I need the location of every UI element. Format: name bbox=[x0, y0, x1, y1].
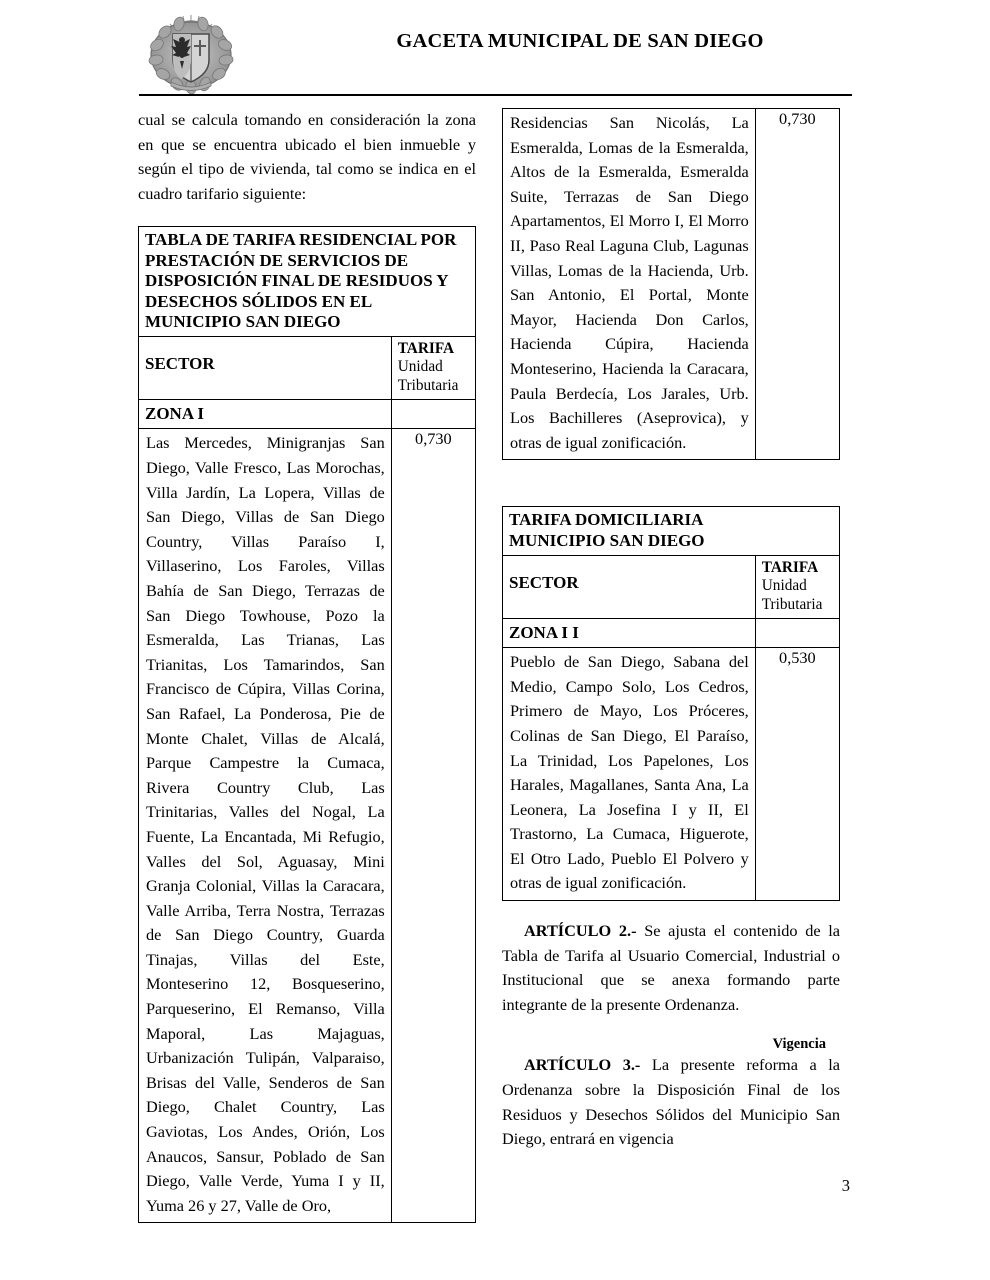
table-row-zone bbox=[139, 400, 476, 429]
article-3-paragraph bbox=[502, 1053, 840, 1151]
tarifa-header-cell bbox=[391, 337, 475, 400]
article-2-text: Se ajusta el contenido de la Tabla de Tarifa al Usuario Comercial, Industrial o Institucional que se anexa formando parte integrante de la presente Ordenanza. bbox=[502, 921, 841, 1014]
table-row-headers bbox=[139, 337, 476, 400]
residential-tariff-table bbox=[138, 226, 476, 1223]
sector-list-text-continued: Residencias San Nicolás, La Esmeralda, Lomas de la Esmeralda, Altos de la Esmeralda, Esmeralda Suite, Terrazas de San Diego Apartamentos, El Morro I, El Morro II, Paso Real Laguna Club, Lagunas Villas, Lomas de la Hacienda, Urb. San Antonio, El Portal, Monte Mayor, Hacienda Don Carlos, Hacienda Cúpira, Hacienda Monteserino, Hacienda la Caracara, Paula Berdecía, Los Jarales, Urb. Los Bachilleres (Aseprovica), y otras de igual zonificación. bbox=[510, 113, 749, 452]
sector-rate-cell bbox=[391, 429, 475, 1223]
table2-row-zone bbox=[503, 619, 840, 648]
zone-label-text: ZONA I bbox=[145, 404, 205, 424]
article-3-text: La presente reforma a la Ordenanza sobre la Disposición Final de los Residuos y Desechos Sólidos del Municipio San Diego, entrará en vigencia bbox=[502, 1055, 840, 1149]
table-row-sectors bbox=[139, 429, 476, 1223]
article-3-lead: ARTÍCULO 3.- bbox=[524, 1055, 641, 1075]
vigencia-label: Vigencia bbox=[772, 1036, 826, 1053]
intro-paragraph: cual se calcula tomando en consideración la zona en que se encuentra ubicado el bien inmueble y según el tipo de vivienda, tal como se indica en el cuadro tarifario siguiente: bbox=[138, 110, 476, 203]
table2-sector-list-cell bbox=[503, 648, 756, 901]
table2-row-title bbox=[503, 507, 840, 556]
article-2-lead: ARTÍCULO 2.- bbox=[524, 921, 637, 941]
page-title: GACETA MUNICIPAL DE SAN DIEGO bbox=[396, 30, 764, 52]
table2-row-sectors bbox=[503, 648, 840, 901]
sector-rate-text: 0,730 bbox=[415, 429, 452, 449]
sector-list-cell bbox=[139, 429, 392, 1223]
spacer bbox=[138, 206, 476, 226]
table2-sector-list-text: Pueblo de San Diego, Sabana del Medio, Campo Solo, Los Cedros, Primero de Mayo, Los Próceres, Colinas de San Diego, El Paraíso, La Trinidad, Los Papelones, Los Harales, Magallanes, Santa Ana, La Leonera, La Josefina I y II, El Trastorno, La Cumaca, Higuerote, El Otro Lado, Pueblo El Polvero y otras de igual zonificación. bbox=[510, 652, 749, 893]
table2-title-line2: MUNICIPIO SAN DIEGO bbox=[509, 530, 705, 550]
table2-zone-label-cell bbox=[503, 619, 756, 648]
article-3-block bbox=[502, 1035, 840, 1151]
table2-tarifa-subheader-line2: Tributaria bbox=[761, 595, 823, 613]
sector-list-cell-continued bbox=[503, 109, 756, 460]
zone-rate-text bbox=[392, 400, 475, 407]
table-row-sectors-continued bbox=[503, 109, 840, 460]
header-divider bbox=[139, 94, 852, 96]
table2-zone-label-text: ZONA I I bbox=[509, 623, 579, 643]
sector-rate-cell-continued bbox=[755, 109, 839, 460]
table2-title-cell bbox=[503, 507, 840, 556]
table2-tarifa-header-cell bbox=[755, 556, 839, 619]
tarifa-subheader-line1: Unidad bbox=[397, 358, 443, 376]
table2-tarifa-header-text: TARIFA bbox=[761, 559, 819, 577]
table2-zone-rate-text bbox=[756, 619, 839, 626]
table-title-text: TABLA DE TARIFA RESIDENCIAL POR PRESTACIÓN DE SERVICIOS DE DISPOSICIÓN FINAL DE RESIDUOS Y DESECHOS SÓLIDOS EN EL MUNICIPIO SAN DIEGO bbox=[145, 230, 457, 331]
right-column bbox=[502, 108, 840, 1152]
table2-zone-rate-cell bbox=[755, 619, 839, 648]
sector-header-cell bbox=[139, 337, 392, 400]
zone-rate-cell bbox=[391, 400, 475, 429]
sector-list-text: Las Mercedes, Minigranjas San Diego, Valle Fresco, Las Morochas, Villa Jardín, La Lopera, Villas de San Diego, Villas de San Diego Country, Villas Paraíso I, Villaserino, Los Faroles, Villas Bahía de San Diego, Terrazas de San Diego Towhouse, Pozo la Esmeralda, Las Trianas, Las Trianitas, Los Tamarindos, San Francisco de Cúpira, Villas Corina, San Rafael, La Ponderosa, Pie de Monte Chalet, Villas de Alcalá, Parque Campestre la Cumaca, Rivera Country Club, Las Trinitarias, Valles del Nogal, La Fuente, La Encantada, Mi Refugio, Valles del Sol, Aguasay, Mini Granja Colonial, Villas la Caracara, Valle Arriba, Terra Nostra, Terrazas de San Diego Country, Guarda Tinajas, Villas del Este, Monteserino 12, Bosqueserino, Parqueserino, El Remanso, Villa Maporal, Las Majaguas, Urbanización Tulipán, Valparaiso, Brisas del Valle, Senderos de San Diego, Chalet Country, Las Gaviotas, Los Andes, Orión, Los Anaucos, Sansur, Poblado de San Diego, Valle Verde, Yuma I y II, Yuma 26 y 27, Valle de Oro, bbox=[146, 433, 385, 1215]
page-header bbox=[0, 0, 990, 98]
tarifa-subheader-line2: Tributaria bbox=[397, 376, 459, 394]
sector-header-text: SECTOR bbox=[145, 354, 215, 374]
residential-tariff-table-continued bbox=[502, 108, 840, 460]
table2-row-headers bbox=[503, 556, 840, 619]
table-row-title bbox=[139, 227, 476, 337]
article-2-paragraph bbox=[502, 919, 840, 1017]
table2-tarifa-subheader-line1: Unidad bbox=[761, 577, 807, 595]
table2-sector-rate-text: 0,530 bbox=[779, 648, 816, 668]
table2-sector-header-cell bbox=[503, 556, 756, 619]
table-title-cell bbox=[139, 227, 476, 337]
coat-of-arms-emblem bbox=[147, 12, 235, 94]
zone-label-cell bbox=[139, 400, 392, 429]
spacer bbox=[502, 460, 840, 506]
sector-rate-text-continued: 0,730 bbox=[779, 109, 816, 128]
table2-sector-header-text: SECTOR bbox=[509, 573, 579, 593]
table2-sector-rate-cell bbox=[755, 648, 839, 901]
article-2-block bbox=[502, 919, 840, 1017]
page-number: 3 bbox=[841, 1176, 850, 1195]
left-column bbox=[138, 108, 476, 1223]
table2-title-line1: TARIFA DOMICILIARIA bbox=[509, 510, 704, 530]
tarifa-header-text: TARIFA bbox=[397, 340, 455, 358]
domiciliary-tariff-table bbox=[502, 506, 840, 901]
